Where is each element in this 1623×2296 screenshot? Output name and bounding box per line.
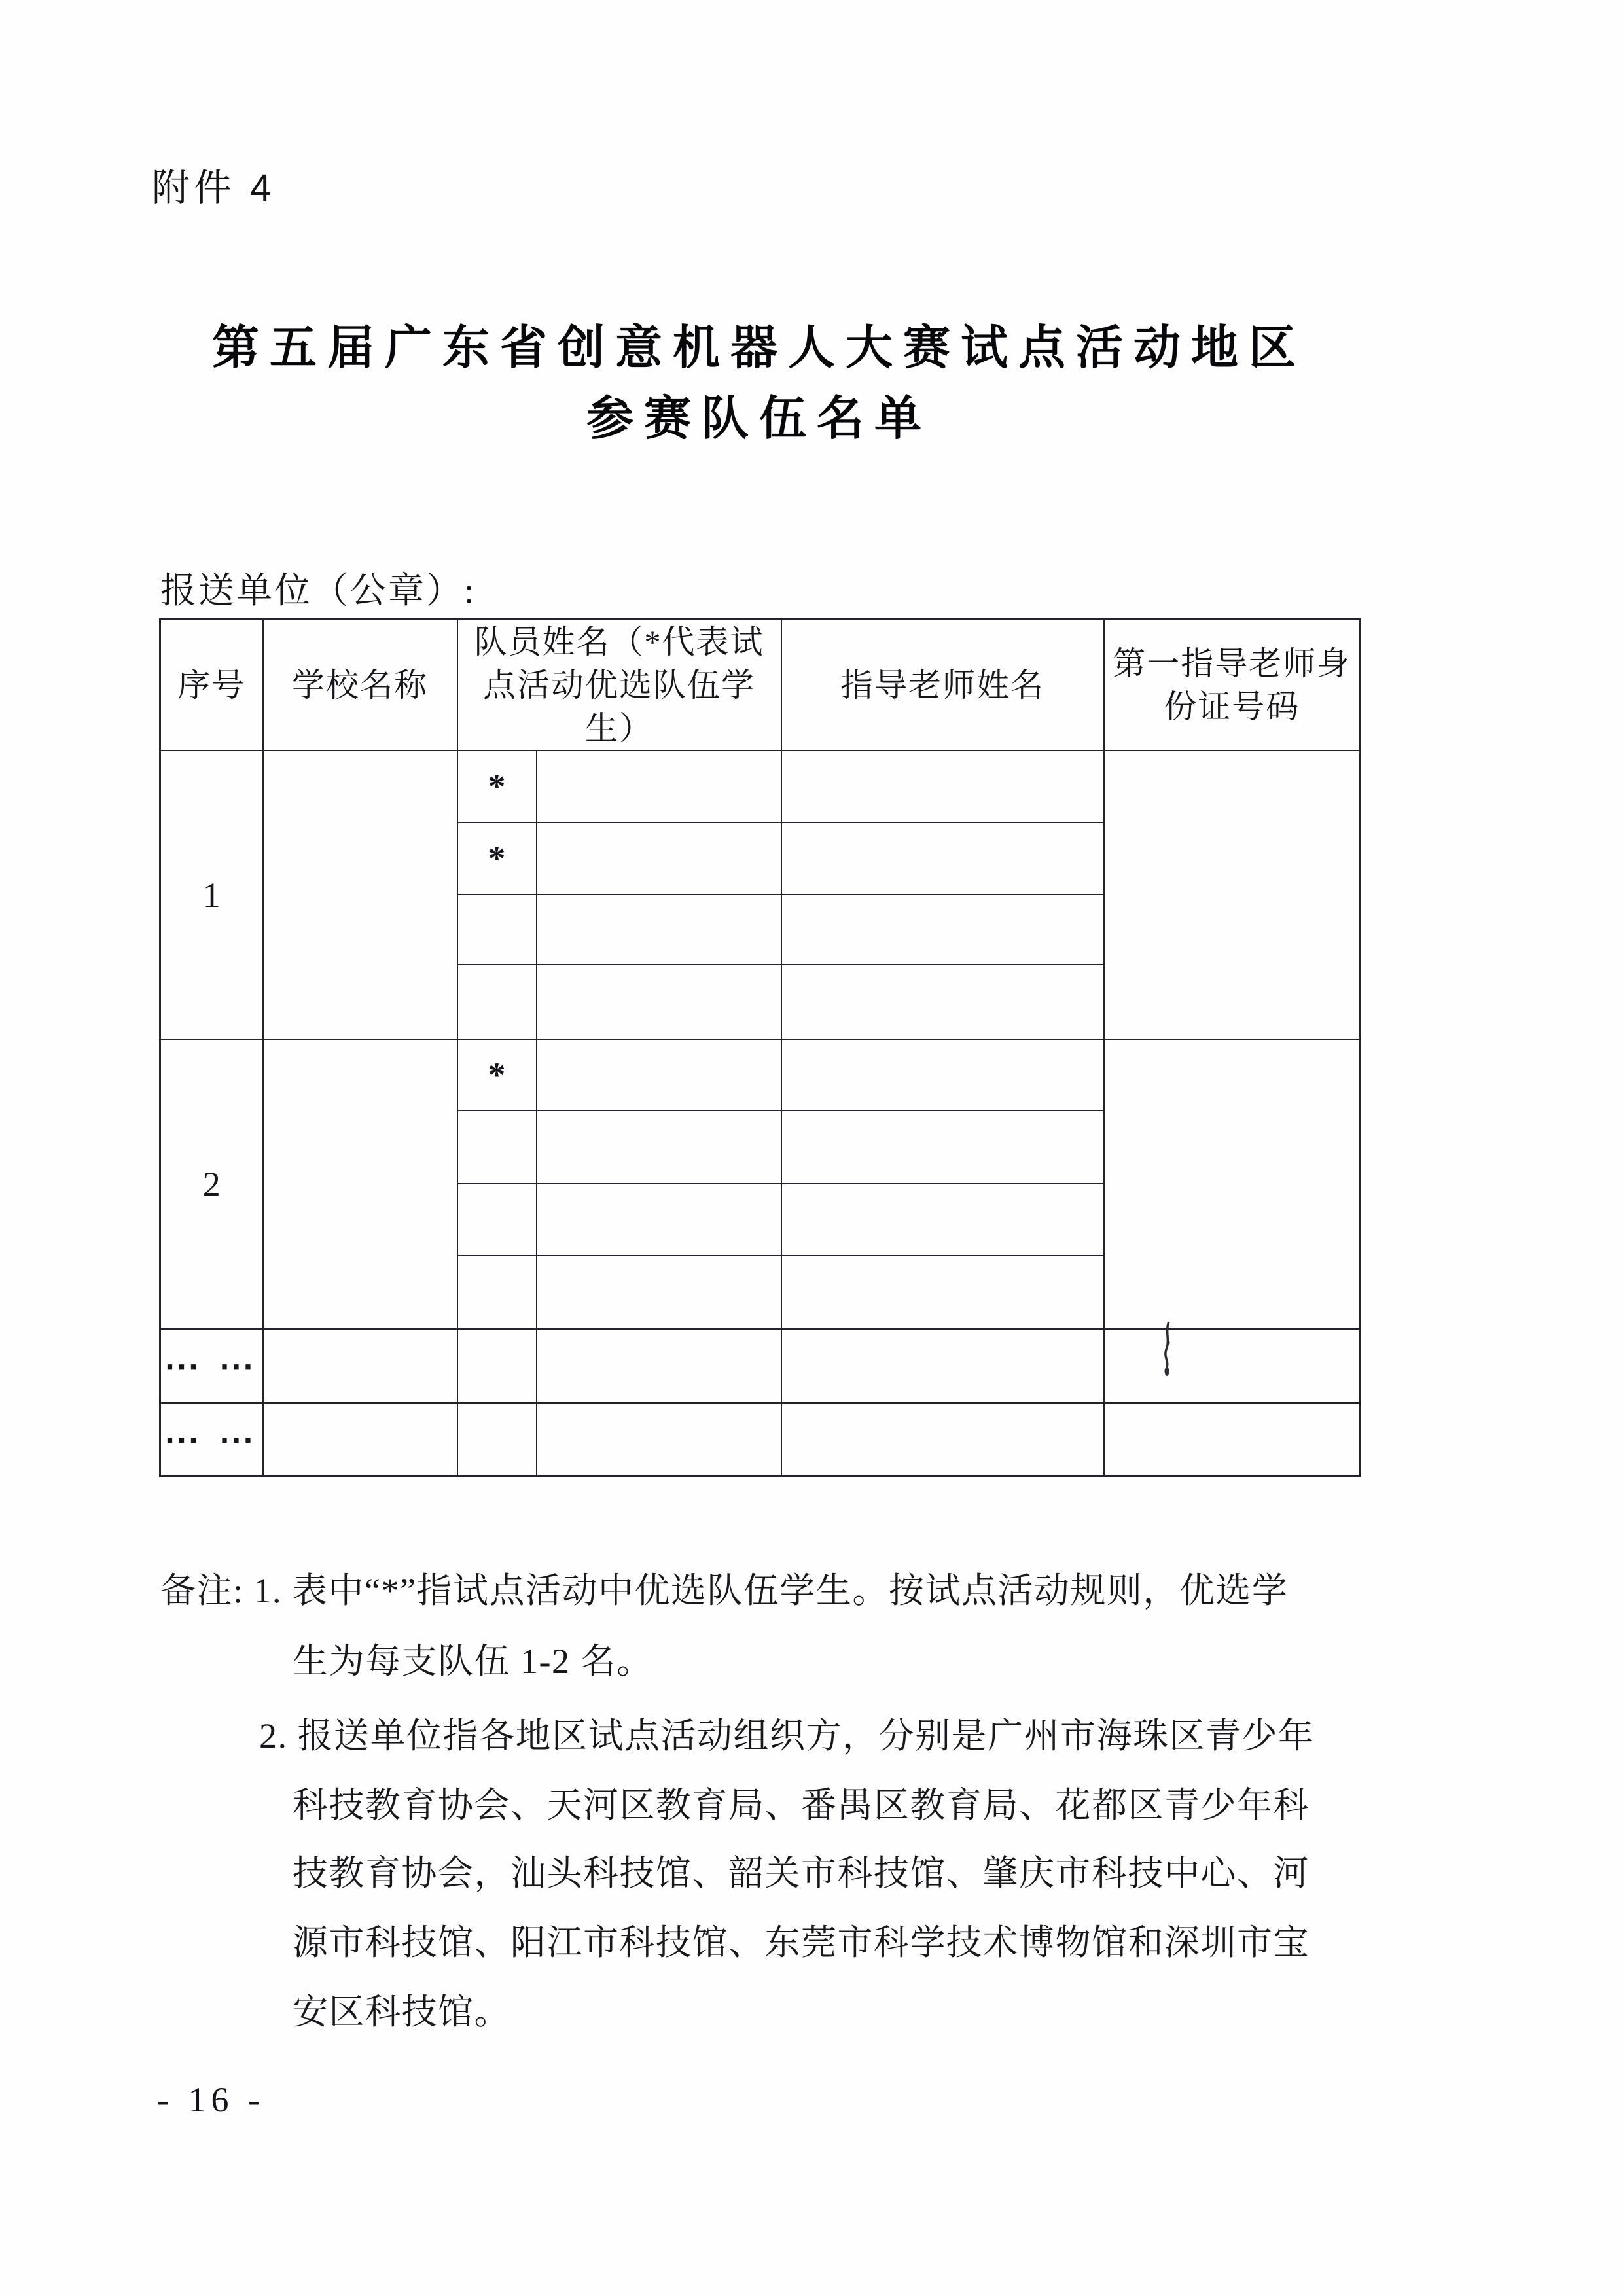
cell-index-ellipsis: ⋯ ⋯: [160, 1403, 263, 1476]
cell-member-star: [457, 964, 537, 1040]
cell-member-star: *: [457, 1040, 537, 1110]
table-row: [160, 1040, 1361, 1110]
cell-school-blank: [263, 1040, 457, 1329]
ink-smudge-mark: [1160, 1320, 1175, 1377]
header-school-name: 学校名称: [263, 620, 457, 751]
cell-member-star: *: [457, 822, 537, 894]
cell-teacher-name-blank: [781, 1110, 1104, 1184]
cell-member-star: [457, 1256, 537, 1329]
table-header-row: [160, 620, 1361, 751]
cell-member-name-blank: [537, 1256, 781, 1329]
cell-teacher-name-blank: [781, 1329, 1104, 1403]
document-title: [159, 313, 1359, 454]
cell-teacher-name-blank: [781, 822, 1104, 894]
table-row-ellipsis: [160, 1329, 1361, 1403]
cell-teacher-id-blank: [1104, 751, 1361, 1040]
header-member-names: 队员姓名（*代表试点活动优选队伍学生）: [457, 620, 781, 751]
cell-school-blank: [263, 1329, 457, 1403]
cell-member-star-blank: [457, 1403, 537, 1476]
cell-teacher-name-blank: [781, 1040, 1104, 1110]
cell-teacher-name-blank: [781, 894, 1104, 964]
page-number: - 16 -: [157, 2080, 265, 2119]
cell-school-blank: [263, 1403, 457, 1476]
header-index: 序号: [160, 620, 263, 751]
title-line-1: 第五届广东省创意机器人大赛试点活动地区: [211, 322, 1306, 374]
cell-member-name-blank: [537, 1040, 781, 1110]
cell-member-name-blank: [537, 1403, 781, 1476]
cell-member-name-blank: [537, 1329, 781, 1403]
table-row: [160, 751, 1361, 822]
cell-teacher-id-blank: [1104, 1040, 1361, 1329]
roster-table: [159, 618, 1361, 1477]
note-line: 技教育协会，汕头科技馆、韶关市科技馆、肇庆市科技中心、河: [293, 1854, 1310, 1893]
cell-teacher-id-blank: [1104, 1329, 1361, 1403]
submit-unit-seal-label: 报送单位（公章）:: [160, 571, 476, 610]
header-first-teacher-id: 第一指导老师身份证号码: [1104, 620, 1361, 751]
cell-member-name-blank: [537, 964, 781, 1040]
cell-index-2: 2: [160, 1040, 263, 1329]
cell-member-star-blank: [457, 1329, 537, 1403]
cell-teacher-name-blank: [781, 964, 1104, 1040]
cell-member-star: [457, 1110, 537, 1184]
cell-index-ellipsis: ⋯ ⋯: [160, 1329, 263, 1403]
cell-member-name-blank: [537, 894, 781, 964]
cell-school-blank: [263, 751, 457, 1040]
cell-teacher-id-blank: [1104, 1403, 1361, 1476]
cell-teacher-name-blank: [781, 1403, 1104, 1476]
note-line: 源市科技馆、阳江市科技馆、东莞市科学技术博物馆和深圳市宝: [293, 1923, 1310, 1962]
cell-member-star: [457, 894, 537, 964]
note-line: 2. 报送单位指各地区试点活动组织方，分别是广州市海珠区青少年: [259, 1716, 1315, 1756]
cell-member-star: [457, 1184, 537, 1256]
cell-teacher-name-blank: [781, 1184, 1104, 1256]
header-teacher-name: 指导老师姓名: [781, 620, 1104, 751]
note-line: 生为每支队伍 1-2 名。: [293, 1642, 653, 1681]
cell-member-star: *: [457, 751, 537, 822]
title-line-2: 参赛队伍名单: [586, 393, 932, 445]
cell-index-1: 1: [160, 751, 263, 1040]
cell-member-name-blank: [537, 1110, 781, 1184]
cell-teacher-name-blank: [781, 1256, 1104, 1329]
table-row-ellipsis: [160, 1403, 1361, 1476]
cell-teacher-name-blank: [781, 751, 1104, 822]
cell-member-name-blank: [537, 751, 781, 822]
attachment-label: 附件 4: [152, 167, 276, 209]
cell-member-name-blank: [537, 822, 781, 894]
cell-member-name-blank: [537, 1184, 781, 1256]
note-line: 科技教育协会、天河区教育局、番禺区教育局、花都区青少年科: [293, 1786, 1310, 1825]
note-line: 备注: 1. 表中“*”指试点活动中优选队伍学生。按试点活动规则，优选学: [160, 1571, 1289, 1610]
note-line: 安区科技馆。: [293, 1992, 510, 2032]
